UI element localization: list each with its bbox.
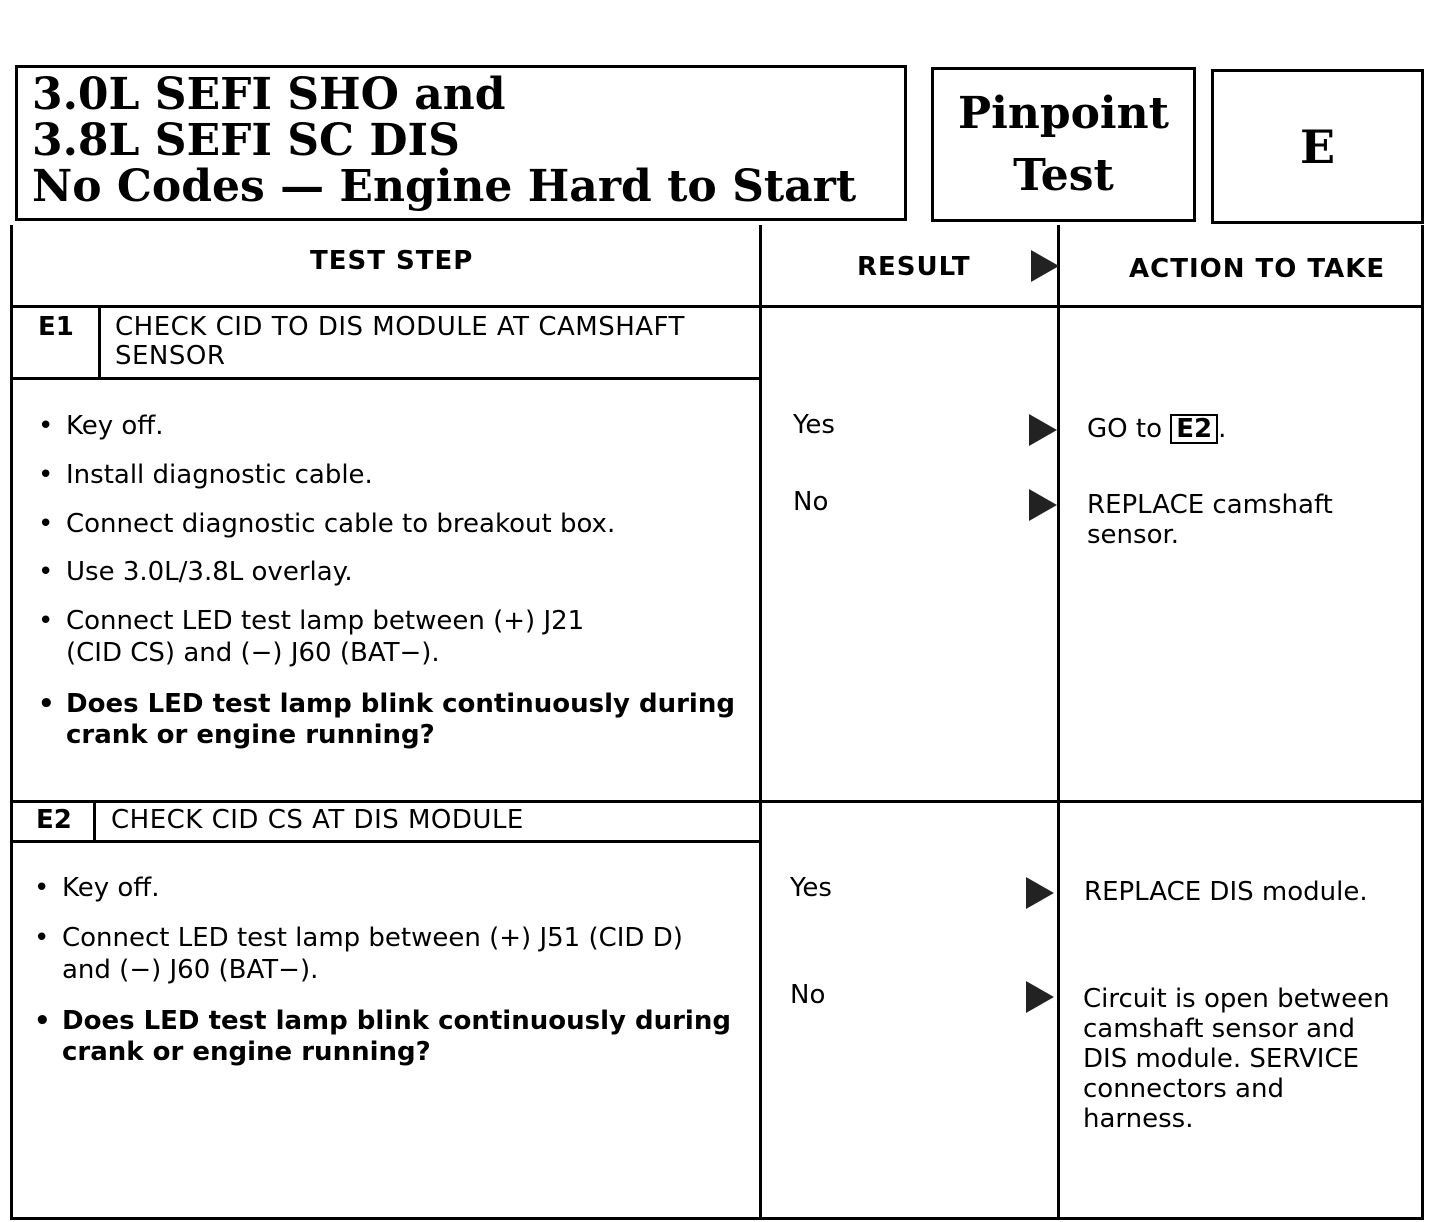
column-divider-2 [1057,225,1060,1220]
step-e2-action-no-line-2: camshaft sensor and [1083,1014,1356,1044]
test-letter-box [1211,69,1424,224]
step-e1-title-line-1: CHECK CID TO DIS MODULE AT CAMSHAFT [115,312,685,342]
step-e1-question-line-2: crank or engine running? [66,720,435,750]
result-arrow-icon [1026,877,1054,909]
goto-step-e2-link[interactable]: E2 [1170,414,1218,444]
step-e1-bullet-text: Connect diagnostic cable to breakout box. [66,509,616,539]
column-header-test-step: TEST STEP [310,246,474,276]
pinpoint-test-box [931,67,1196,222]
step-e2-title-line-1: CHECK CID CS AT DIS MODULE [111,805,524,835]
step-e2-action-no-line-1: Circuit is open between [1083,984,1390,1014]
step-e2-result-no: No [790,980,826,1010]
step-separator [10,800,1424,803]
column-divider-1 [759,225,762,1220]
result-arrow-icon [1031,250,1059,282]
pinpoint-label-line-2: Test [1013,150,1114,201]
bullet-dot-icon: • [38,509,54,539]
step-e1-bullet-text: Use 3.0L/3.8L overlay. [66,557,353,587]
step-e1-question-line-1: Does LED test lamp blink continuously during [66,689,735,719]
column-header-action: ACTION TO TAKE [1129,254,1386,284]
step-e1-action-no-line-2: sensor. [1087,520,1180,550]
step-e2-title-bottom [10,840,762,843]
step-e2-action-yes: REPLACE DIS module. [1084,877,1368,907]
bullet-dot-icon: • [34,1006,51,1036]
action-period: . [1218,414,1227,444]
bullet-dot-icon: • [34,923,50,953]
step-e2-bullet-text: Connect LED test lamp between (+) J51 (CID D) [62,923,683,953]
bullet-dot-icon: • [38,606,54,636]
step-e1-title-bottom [10,377,762,380]
step-e1-bullet-text: Install diagnostic cable. [66,460,373,490]
title-line-1: 3.0L SEFI SHO and [32,69,506,120]
title-line-2: 3.8L SEFI SC DIS [32,115,460,166]
step-e1-bullet-continuation: (CID CS) and (−) J60 (BAT−). [66,638,440,668]
step-e1-id: E1 [38,312,74,342]
step-e2-question-line-2: crank or engine running? [62,1037,431,1067]
step-e1-bullet-text: Connect LED test lamp between (+) J21 [66,606,585,636]
result-arrow-icon [1029,489,1057,521]
column-header-result: RESULT [857,252,971,282]
step-e1-action-yes [1087,414,1226,445]
action-go-to-label: GO to [1087,414,1162,444]
step-e1-title-line-2: SENSOR [115,341,226,371]
bullet-dot-icon: • [38,460,54,490]
step-e2-action-no-line-5: harness. [1083,1104,1194,1134]
title-line-3: No Codes — Engine Hard to Start [32,161,857,212]
step-e2-id: E2 [36,805,72,835]
result-arrow-icon [1029,414,1057,446]
step-e2-bullet-text: Key off. [62,873,160,903]
step-e1-result-no: No [793,487,829,517]
header-row-divider [10,305,1424,308]
bullet-dot-icon: • [38,411,54,441]
step-e1-bullet-text: Key off. [66,411,164,441]
title-box [15,65,907,221]
pinpoint-label-line-1: Pinpoint [958,88,1169,139]
step-e1-result-yes: Yes [793,410,835,440]
step-e2-question-line-1: Does LED test lamp blink continuously during [62,1006,731,1036]
bullet-dot-icon: • [38,689,55,719]
step-e2-result-yes: Yes [790,873,832,903]
step-e1-title-divider [98,308,101,378]
result-arrow-icon [1026,981,1054,1013]
test-letter: E [1299,120,1336,174]
step-e1-action-no-line-1: REPLACE camshaft [1087,490,1333,520]
step-e2-title-divider [93,803,96,841]
step-e2-action-no-line-4: connectors and [1083,1074,1284,1104]
bullet-dot-icon: • [38,557,54,587]
step-e2-action-no-line-3: DIS module. SERVICE [1083,1044,1360,1074]
bullet-dot-icon: • [34,873,50,903]
step-e2-bullet-continuation: and (−) J60 (BAT−). [62,955,319,985]
